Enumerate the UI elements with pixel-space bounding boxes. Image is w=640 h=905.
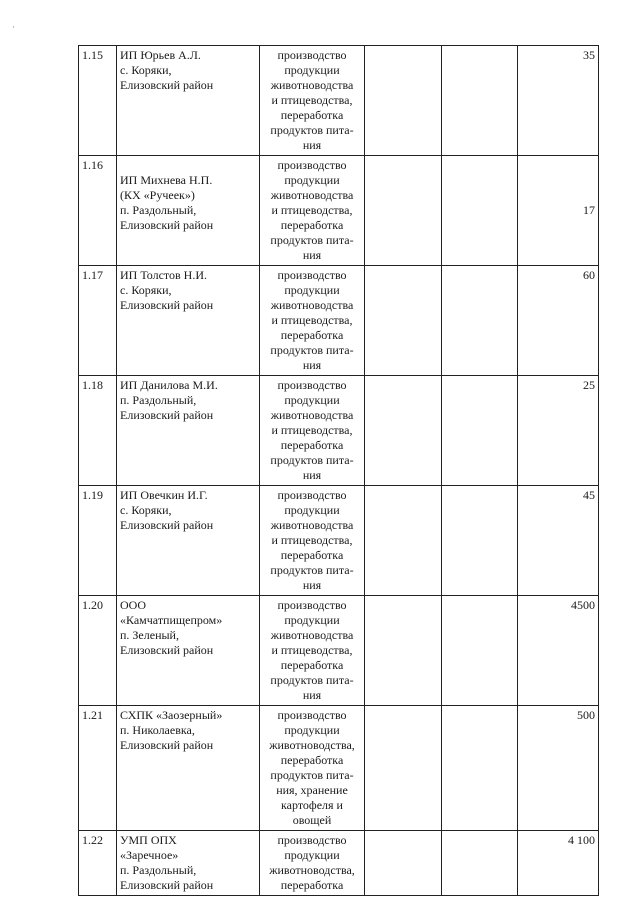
- row-number: 1.18: [79, 376, 117, 486]
- value-cell: 500: [518, 706, 599, 831]
- enterprise-name-line: п. Раздольный,: [120, 863, 197, 877]
- value-cell: 45: [518, 486, 599, 596]
- table-row: [79, 706, 599, 831]
- activity-line: продукции: [284, 848, 340, 862]
- table-row: [79, 156, 599, 266]
- enterprise-name-line: ООО: [120, 598, 146, 612]
- activity-line: овощей: [292, 813, 332, 827]
- activity-line: животноводства: [270, 188, 354, 202]
- enterprise-name-line: (КХ «Ручеек»): [120, 188, 195, 202]
- activity-line: производство: [277, 378, 347, 392]
- activity-line: продукции: [284, 63, 340, 77]
- enterprise-name-line: Елизовский район: [120, 408, 214, 422]
- activity-line: ния: [302, 358, 322, 372]
- activity-cell: [260, 266, 365, 376]
- activity-cell: [260, 706, 365, 831]
- empty-cell: [365, 46, 442, 156]
- activity-line: переработка: [280, 658, 344, 672]
- enterprise-name-line: ИП Толстов Н.И.: [120, 268, 207, 282]
- table-row: [79, 376, 599, 486]
- activity-line: ния: [302, 578, 322, 592]
- empty-cell: [442, 376, 518, 486]
- activity-line: и птицеводства,: [271, 93, 353, 107]
- enterprise-name-line: с. Коряки,: [120, 503, 172, 517]
- value-cell: 60: [518, 266, 599, 376]
- table-row: [79, 46, 599, 156]
- activity-line: животноводства,: [269, 738, 355, 752]
- activity-line: переработка: [280, 108, 344, 122]
- enterprise-name-line: Елизовский район: [120, 518, 214, 532]
- enterprise-name-line: ИП Овечкин И.Г.: [120, 488, 208, 502]
- enterprise-name-line: ИП Данилова М.И.: [120, 378, 218, 392]
- activity-line: продуктов пита-: [270, 123, 354, 137]
- activity-line: продукции: [284, 723, 340, 737]
- value-cell: 25: [518, 376, 599, 486]
- activity-cell: [260, 376, 365, 486]
- row-number: 1.21: [79, 706, 117, 831]
- row-number: 1.22: [79, 831, 117, 896]
- enterprise-name-line: п. Раздольный,: [120, 393, 197, 407]
- activity-line: ния: [302, 138, 322, 152]
- enterprise-name-line: СХПК «Заозерный»: [120, 708, 223, 722]
- activity-line: производство: [277, 488, 347, 502]
- activity-cell: [260, 46, 365, 156]
- activity-line: продукции: [284, 503, 340, 517]
- enterprise-name-line: «Заречное»: [120, 848, 179, 862]
- activity-line: продукции: [284, 613, 340, 627]
- activity-line: продукции: [284, 283, 340, 297]
- activity-line: производство: [277, 833, 347, 847]
- activity-line: картофеля и: [281, 798, 343, 812]
- activity-line: производство: [277, 48, 347, 62]
- enterprise-name-line: Елизовский район: [120, 738, 214, 752]
- scan-speck: ·: [12, 22, 15, 32]
- value-cell: 4500: [518, 596, 599, 706]
- enterprise-name-cell: [117, 596, 260, 706]
- activity-line: переработка: [280, 548, 344, 562]
- activity-line: ния: [302, 248, 322, 262]
- enterprise-name-line: Елизовский район: [120, 878, 214, 892]
- enterprise-name-line: п. Николаевка,: [120, 723, 195, 737]
- enterprise-name-line: ИП Михнева Н.П.: [120, 173, 213, 187]
- enterprise-name-cell: [117, 376, 260, 486]
- activity-line: животноводства: [270, 78, 354, 92]
- activity-line: продуктов пита-: [270, 233, 354, 247]
- row-number: 1.19: [79, 486, 117, 596]
- activity-line: и птицеводства,: [271, 643, 353, 657]
- empty-cell: [442, 156, 518, 266]
- activity-cell: [260, 831, 365, 896]
- table-row: [79, 831, 599, 896]
- enterprise-name-line: Елизовский район: [120, 643, 214, 657]
- activity-line: животноводства: [270, 298, 354, 312]
- activity-cell: [260, 486, 365, 596]
- enterprise-table: [78, 45, 599, 896]
- row-number: 1.17: [79, 266, 117, 376]
- activity-line: и птицеводства,: [271, 423, 353, 437]
- activity-cell: [260, 596, 365, 706]
- enterprise-name-line: ИП Юрьев А.Л.: [120, 48, 201, 62]
- enterprise-name-line: с. Коряки,: [120, 63, 172, 77]
- activity-line: переработка: [280, 218, 344, 232]
- value-cell: 35: [518, 46, 599, 156]
- activity-line: и птицеводства,: [271, 313, 353, 327]
- activity-line: животноводства: [270, 628, 354, 642]
- enterprise-name-cell: [117, 266, 260, 376]
- activity-line: ния: [302, 468, 322, 482]
- enterprise-name-line: Елизовский район: [120, 298, 214, 312]
- empty-cell: [365, 376, 442, 486]
- empty-cell: [442, 596, 518, 706]
- table-row: [79, 266, 599, 376]
- enterprise-name-line: п. Зеленый,: [120, 628, 179, 642]
- activity-line: животноводства: [270, 518, 354, 532]
- activity-line: и птицеводства,: [271, 203, 353, 217]
- row-number: 1.16: [79, 156, 117, 266]
- activity-line: продуктов пита-: [270, 768, 354, 782]
- empty-cell: [365, 831, 442, 896]
- enterprise-name-cell: [117, 486, 260, 596]
- activity-line: животноводства,: [269, 863, 355, 877]
- enterprise-name-line: с. Коряки,: [120, 283, 172, 297]
- activity-line: продуктов пита-: [270, 673, 354, 687]
- table-row: [79, 596, 599, 706]
- enterprise-name-cell: [117, 706, 260, 831]
- enterprise-name-line: Елизовский район: [120, 218, 214, 232]
- empty-cell: [365, 156, 442, 266]
- enterprise-name-line: Елизовский район: [120, 78, 214, 92]
- activity-line: переработка: [280, 753, 344, 767]
- enterprise-name-line: «Камчатпищепром»: [120, 613, 223, 627]
- empty-cell: [442, 486, 518, 596]
- empty-cell: [365, 706, 442, 831]
- value-cell: 4 100: [518, 831, 599, 896]
- activity-line: продуктов пита-: [270, 563, 354, 577]
- activity-line: животноводства: [270, 408, 354, 422]
- empty-cell: [442, 266, 518, 376]
- activity-line: производство: [277, 598, 347, 612]
- empty-cell: [365, 266, 442, 376]
- empty-cell: [442, 831, 518, 896]
- activity-line: переработка: [280, 438, 344, 452]
- row-number: 1.20: [79, 596, 117, 706]
- activity-line: продуктов пита-: [270, 343, 354, 357]
- empty-cell: [442, 46, 518, 156]
- enterprise-name-cell: [117, 46, 260, 156]
- activity-line: ния: [302, 688, 322, 702]
- table-body: [79, 46, 599, 896]
- activity-line: переработка: [280, 328, 344, 342]
- value-cell: 17: [518, 156, 599, 266]
- activity-line: производство: [277, 158, 347, 172]
- activity-line: переработка: [280, 878, 344, 892]
- enterprise-name-line: п. Раздольный,: [120, 203, 197, 217]
- activity-cell: [260, 156, 365, 266]
- row-number: 1.15: [79, 46, 117, 156]
- enterprise-name-cell: [117, 156, 260, 266]
- activity-line: производство: [277, 268, 347, 282]
- table-row: [79, 486, 599, 596]
- activity-line: продуктов пита-: [270, 453, 354, 467]
- empty-cell: [365, 486, 442, 596]
- activity-line: и птицеводства,: [271, 533, 353, 547]
- empty-cell: [365, 596, 442, 706]
- enterprise-name-line: УМП ОПХ: [120, 833, 177, 847]
- activity-line: производство: [277, 708, 347, 722]
- empty-cell: [442, 706, 518, 831]
- activity-line: продукции: [284, 173, 340, 187]
- activity-line: ния, хранение: [276, 783, 348, 797]
- activity-line: продукции: [284, 393, 340, 407]
- enterprise-name-cell: [117, 831, 260, 896]
